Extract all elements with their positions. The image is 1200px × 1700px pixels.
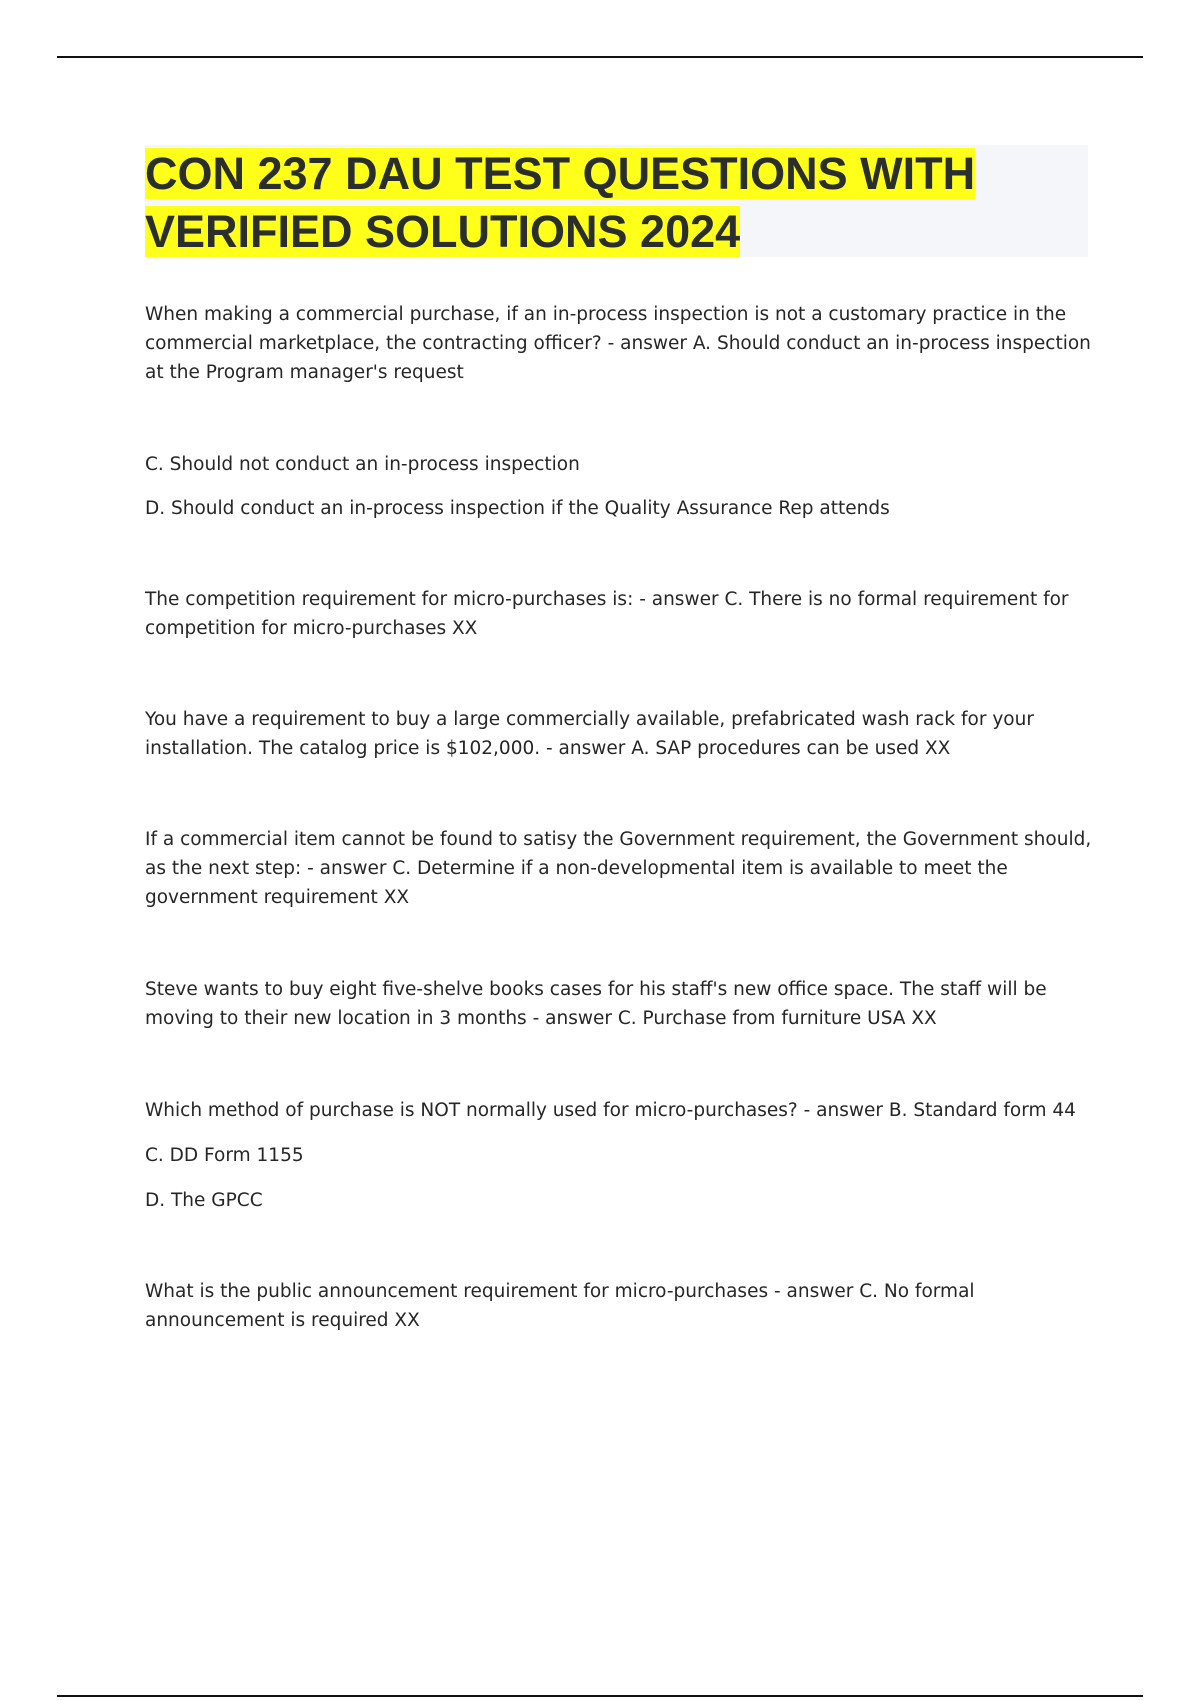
paragraph-question-6: Which method of purchase is NOT normally used for micro-purchases? - answer B. Standard form 44 <box>145 1100 1076 1121</box>
paragraph-question-5: Steve wants to buy eight five-shelve books cases for his staff's new office space. The staff will be moving to their new location in 3 months - answer C. Purchase from furniture USA XX <box>145 979 1047 1029</box>
paragraph-option-d-1: D. Should conduct an in-process inspection if the Quality Assurance Rep attends <box>145 498 890 519</box>
paragraph-option-c-6: C. DD Form 1155 <box>145 1145 304 1166</box>
bottom-rule <box>57 1695 1143 1697</box>
paragraph-question-2: The competition requirement for micro-purchases is: - answer C. There is no formal requirement for competition for micro-purchases XX <box>145 589 1069 639</box>
paragraph-option-d-6: D. The GPCC <box>145 1190 263 1211</box>
top-rule <box>57 56 1143 58</box>
title-block <box>145 145 1088 257</box>
page-title <box>145 145 1088 261</box>
paragraph-option-c-1: C. Should not conduct an in-process inspection <box>145 454 580 475</box>
title-line-2: VERIFIED SOLUTIONS 2024 <box>145 206 741 257</box>
paragraph-question-1: When making a commercial purchase, if an in-process inspection is not a customary practice in the commercial marketplace, the contracting officer? - answer A. Should conduct an in-process inspection at the Program manager's request <box>145 304 1091 383</box>
title-line-1: CON 237 DAU TEST QUESTIONS WITH <box>145 148 976 199</box>
paragraph-question-4: If a commercial item cannot be found to satisy the Government requirement, the Government should, as the next step: - answer C. Determine if a non-developmental item is available to meet the government requirement XX <box>145 829 1092 908</box>
paragraph-question-3: You have a requirement to buy a large commercially available, prefabricated wash rack for your installation. The catalog price is $102,000. - answer A. SAP procedures can be used XX <box>145 709 1034 759</box>
paragraph-question-7: What is the public announcement requirement for micro-purchases - answer C. No formal announcement is required XX <box>145 1281 975 1331</box>
